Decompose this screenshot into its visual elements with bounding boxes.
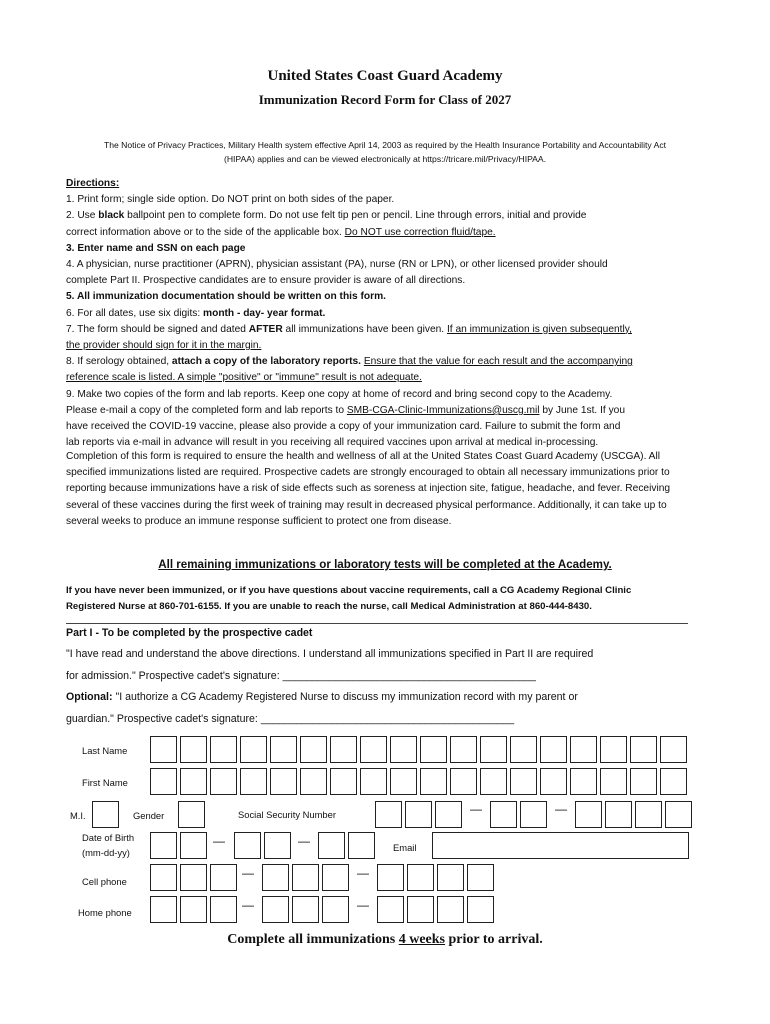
first-name-boxes[interactable]	[150, 768, 690, 795]
char-box[interactable]	[150, 896, 177, 923]
char-box[interactable]	[435, 801, 462, 828]
char-box[interactable]	[270, 768, 297, 795]
char-box[interactable]	[660, 736, 687, 763]
char-box[interactable]	[600, 768, 627, 795]
home-line-boxes[interactable]	[377, 896, 497, 923]
direction-5: 5. All immunization documentation should be written on this form.	[66, 291, 386, 303]
gender-box[interactable]	[178, 801, 205, 828]
cell-dash-1: —	[242, 866, 254, 880]
char-box[interactable]	[390, 736, 417, 763]
char-box[interactable]	[540, 768, 567, 795]
dob-dash-1: —	[213, 834, 225, 848]
direction-9-cont: Please e-mail a copy of the completed form and lab reports to SMB-CGA-Clinic-Immunizations@uscg.mil by June 1st. If you	[66, 404, 626, 416]
never-immunized-notice: If you have never been immunized, or if you have questions about vaccine requirements, call a CG Academy Regional Clinic Registered Nurse at 860-701-6155. If you are unable to reach the nurse, call Medical Administration at 860-444-8430.	[66, 585, 632, 612]
char-box[interactable]	[630, 736, 657, 763]
completion-paragraph: Completion of this form is required to ensure the health and wellness of all at the United States Coast Guard Academy (USCGA). All specified immunizations listed are required. Prospective cadets are strongly encouraged to obtain all necessary immunizations prior to reporting because immunizations have a risk of side effects such as soreness at injection site, fatigue, headache, and fever. Receiving several of these vaccines during the first week of training may result in decreased physical performance. Additionally, it can take up to several weeks to produce an immune response sufficient to protect one from disease.	[66, 451, 671, 527]
char-box[interactable]	[180, 736, 207, 763]
form-subtitle: Immunization Record Form for Class of 2027	[258, 92, 512, 107]
char-box[interactable]	[270, 736, 297, 763]
remaining-notice: All remaining immunizations or laboratory tests will be completed at the Academy.	[158, 558, 612, 571]
home-prefix-boxes[interactable]	[262, 896, 352, 923]
char-box[interactable]	[605, 801, 632, 828]
ssn-dash-2: —	[555, 802, 567, 816]
last-name-boxes[interactable]	[150, 736, 690, 763]
cell-dash-2: —	[357, 866, 369, 880]
char-box[interactable]	[234, 832, 261, 859]
char-box[interactable]	[375, 801, 402, 828]
last-name-label: Last Name	[82, 745, 128, 756]
char-box[interactable]	[635, 801, 662, 828]
char-box[interactable]	[150, 864, 177, 891]
char-box[interactable]	[300, 736, 327, 763]
char-box[interactable]	[665, 801, 692, 828]
direction-9: 9. Make two copies of the form and lab reports. Keep one copy at home of record and bring second copy to the Academy.	[66, 388, 613, 400]
char-box[interactable]	[405, 801, 432, 828]
direction-9-cont2: have received the COVID-19 vaccine, please also provide a copy of your immunization card. Failure to submit the form and	[66, 421, 621, 433]
ssn-label: Social Security Number	[238, 809, 336, 820]
dob-year-boxes[interactable]	[318, 832, 378, 859]
char-box[interactable]	[330, 768, 357, 795]
char-box[interactable]	[330, 736, 357, 763]
home-area-boxes[interactable]	[150, 896, 240, 923]
char-box[interactable]	[240, 768, 267, 795]
char-box[interactable]	[540, 736, 567, 763]
char-box[interactable]	[348, 832, 375, 859]
char-box[interactable]	[420, 768, 447, 795]
char-box[interactable]	[180, 864, 207, 891]
char-box[interactable]	[240, 736, 267, 763]
part1-signature-line[interactable]: for admission." Prospective cadet's signature: ___________________________________________	[66, 670, 536, 682]
char-box[interactable]	[300, 768, 327, 795]
char-box[interactable]	[210, 864, 237, 891]
privacy-notice: The Notice of Privacy Practices, Military Health system effective April 14, 2003 as required by the Health Insurance Portability and Accountability Act (HIPAA) applies and can be viewed electronically at https://tricare.mil/Privacy/HIPAA.	[103, 140, 667, 164]
char-box[interactable]	[262, 896, 289, 923]
char-box[interactable]	[360, 736, 387, 763]
char-box[interactable]	[480, 736, 507, 763]
char-box[interactable]	[180, 832, 207, 859]
mi-box[interactable]	[92, 801, 119, 828]
cell-phone-label: Cell phone	[82, 876, 127, 887]
direction-2: 2. Use black ballpoint pen to complete form. Do not use felt tip pen or pencil. Line through errors, initial and provide	[66, 210, 587, 222]
direction-1: 1. Print form; single side option. Do NOT print on both sides of the paper.	[66, 194, 395, 206]
dob-dash-2: —	[298, 834, 310, 848]
char-box[interactable]	[407, 896, 434, 923]
direction-9-cont3: lab reports via e-mail in advance will result in you receiving all required vaccines upon arrival at medical in-processing.	[66, 437, 599, 449]
char-box[interactable]	[292, 864, 319, 891]
char-box[interactable]	[150, 768, 177, 795]
char-box[interactable]	[210, 896, 237, 923]
char-box[interactable]	[180, 768, 207, 795]
char-box[interactable]	[318, 832, 345, 859]
char-box[interactable]	[180, 896, 207, 923]
char-box[interactable]	[630, 768, 657, 795]
ssn-serial-boxes[interactable]	[575, 801, 695, 828]
char-box[interactable]	[150, 832, 177, 859]
first-name-label: First Name	[82, 777, 128, 788]
char-box[interactable]	[360, 768, 387, 795]
char-box[interactable]	[264, 832, 291, 859]
char-box[interactable]	[292, 896, 319, 923]
char-box[interactable]	[510, 736, 537, 763]
char-box[interactable]	[520, 801, 547, 828]
part1-statement: "I have read and understand the above directions. I understand all immunizations specified in Part II are required	[66, 648, 594, 660]
dob-day-boxes[interactable]	[234, 832, 294, 859]
dob-label: Date of Birth	[82, 832, 135, 843]
dob-month-boxes[interactable]	[150, 832, 210, 859]
ssn-dash-1: —	[470, 802, 482, 816]
email-label: Email	[393, 842, 417, 853]
char-box[interactable]	[467, 896, 494, 923]
char-box[interactable]	[660, 768, 687, 795]
page-title: United States Coast Guard Academy	[267, 68, 503, 84]
char-box[interactable]	[450, 768, 477, 795]
char-box[interactable]	[322, 864, 349, 891]
clinic-email-link[interactable]: SMB-CGA-Clinic-Immunizations@uscg.mil	[346, 404, 540, 416]
mi-label: M.I.	[70, 810, 86, 821]
cell-area-boxes[interactable]	[150, 864, 240, 891]
part1-heading: Part I - To be completed by the prospective cadet	[66, 627, 313, 639]
char-box[interactable]	[322, 896, 349, 923]
cell-line-boxes[interactable]	[377, 864, 497, 891]
char-box[interactable]	[210, 768, 237, 795]
direction-6: 6. For all dates, use six digits: month - day- year format.	[66, 307, 326, 319]
footer-instruction: Complete all immunizations 4 weeks prior to arrival.	[227, 932, 543, 947]
dob-format-label: (mm-dd-yy)	[82, 847, 130, 858]
directions-heading: Directions:	[66, 178, 120, 189]
char-box[interactable]	[420, 736, 447, 763]
char-box[interactable]	[150, 736, 177, 763]
char-box[interactable]	[262, 864, 289, 891]
char-box[interactable]	[210, 736, 237, 763]
direction-8-cont: reference scale is listed. A simple "positive" or "immune" result is not adequate.	[66, 372, 422, 384]
directions	[66, 176, 696, 451]
direction-3: 3. Enter name and SSN on each page	[66, 242, 246, 254]
cell-prefix-boxes[interactable]	[262, 864, 352, 891]
direction-4: 4. A physician, nurse practitioner (APRN), physician assistant (PA), nurse (RN or LPN), or other licensed provider should	[66, 259, 608, 271]
gender-label: Gender	[133, 810, 165, 821]
direction-7: 7. The form should be signed and dated AFTER all immunizations have been given. If an immunization is given subsequently,	[66, 323, 632, 335]
char-box[interactable]	[377, 896, 404, 923]
char-box[interactable]	[570, 768, 597, 795]
optional-authorization: Optional: "I authorize a CG Academy Registered Nurse to discuss my immunization record with my parent or	[66, 691, 578, 703]
char-box[interactable]	[570, 736, 597, 763]
home-phone-label: Home phone	[78, 907, 132, 918]
home-dash-1: —	[242, 898, 254, 912]
char-box[interactable]	[480, 768, 507, 795]
direction-8: 8. If serology obtained, attach a copy of the laboratory reports. Ensure that the value for each result and the accompanying	[66, 356, 633, 368]
char-box[interactable]	[437, 896, 464, 923]
direction-2-cont: correct information above or to the side of the applicable box. Do NOT use correction fluid/tape.	[66, 226, 496, 238]
char-box[interactable]	[450, 736, 477, 763]
optional-signature-line[interactable]: guardian." Prospective cadet's signature: ___________________________________________	[66, 713, 515, 725]
home-dash-2: —	[357, 898, 369, 912]
char-box[interactable]	[407, 864, 434, 891]
char-box[interactable]	[437, 864, 464, 891]
char-box[interactable]	[377, 864, 404, 891]
section-divider	[66, 623, 688, 624]
ssn-group-boxes[interactable]	[490, 801, 550, 828]
email-field[interactable]	[432, 832, 689, 859]
char-box[interactable]	[600, 736, 627, 763]
char-box[interactable]	[390, 768, 417, 795]
char-box[interactable]	[467, 864, 494, 891]
char-box[interactable]	[490, 801, 517, 828]
ssn-area-boxes[interactable]	[375, 801, 465, 828]
char-box[interactable]	[575, 801, 602, 828]
direction-4-cont: complete Part II. Prospective candidates are to ensure provider is aware of all directions.	[66, 275, 466, 287]
direction-7-cont: the provider should sign for it in the margin.	[66, 340, 262, 352]
char-box[interactable]	[510, 768, 537, 795]
